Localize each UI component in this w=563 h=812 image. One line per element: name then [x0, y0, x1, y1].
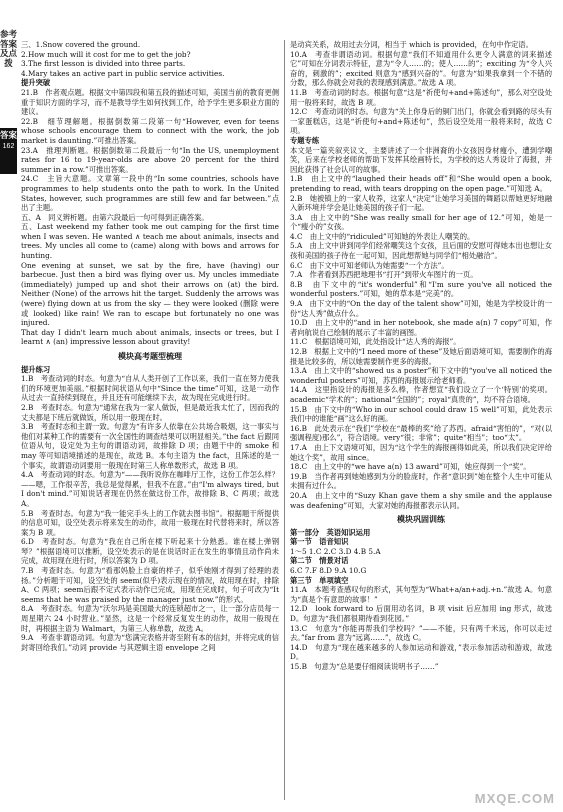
answer-item: 22.B 细节理解题。根据倒数第二段第一句“However, even for teens whose schools encourage them to connect with the work, the job market is daunting.”可推出答案。 [21, 116, 279, 145]
answer-item: 11.B 考查动词的时态。根据句意“这是“祈使句+and+陈述句”，那么对空设处用一般将来时，故选 B 项。 [290, 87, 552, 107]
answer-item: 14.D 句意为“现在越来越多的人参加运动和游戏，”表示参加活动和游戏，故选 D。 [290, 642, 552, 662]
answer-item: 五、A 同义辨析题。由第六段最后一句可得到正确答案。 [21, 212, 209, 222]
answer-item: 2.B 考查时态。句意为“通常在我为一家人做饭，但是最近我太忙了，因而我的丈夫都是下班后就做饭，所以用一般现在时。 [21, 402, 279, 422]
intro-line: 4.Mary takes an active part in public service activities. [21, 68, 225, 78]
answer-item: 16.B 此处表示在“我们”学校在“最棒的奖”给了苏西。afraid“害怕的”，“对(以强调程度)那么”，符合语境。very“很；非常”；quite“相当”；too“太”。 [290, 423, 552, 443]
answer-item: That day I didn't learn much about animals, insects or trees, but I learnt ∧ (an) impressive lesson about gravity! [21, 327, 279, 347]
answer-item: 7.B 考查时态。句意为“看那妈脸上自豪的样子，似乎她刚才得到了经理的表扬。”分析题干可知，设空处的 seem(似乎)表示现在的情况，故用现在时，排除 A、C 两项；seem后跟不定式表示动作已完成，用现在完成时，句子可改为“It seems that he was praised by the manager just now.”的形式。 [21, 566, 279, 604]
watermark: MXQE.COM [474, 791, 555, 806]
answer-item: 8.A 考查时态。句意为“沃尔玛是美国最大的连锁超市之一，让一部分店员每一周星期六 24 小时营业。”显然，这是一个经常反复发生的动作，故用一般现在时，再根据主语为 Walmart，为第三人称单数，故选 A。 [21, 604, 279, 633]
answer-item: 17.A 由上下文语境可知，因为“这个学生的海报画得如此美，所以我们决定评给她这个奖”，故用 since。 [290, 442, 552, 462]
answer-item: 14.A 这里指设计的海报是多么棒，作者想宣“我们设立了一个‘特别’的奖项。academic“学术的”；national“全国的”；royal“真贵的”，均不符合语境。 [290, 385, 552, 404]
section-title: 模块巩固训练 [397, 515, 445, 525]
page-number: 162 [2, 142, 15, 150]
subsection-heading: 第二节 情景对话 [290, 556, 349, 566]
answer-item: 12.C 考查动词的时态。句意为“关上你身后的铜门出门，你就会看到路的尽头有一家蛋糕店，这是“祈使句+and+陈述句”，然后设空处用一般将来时，故选 C 项。 [290, 107, 552, 136]
answer-item: 15.B 由下文中的“Who in our school could draw 15 well”可知，此处表示我们中的谁能“画”这么好的画。 [290, 404, 552, 424]
answer-item: One evening at sunset, we sat by the fire, have (having) our barbecue. Just then a bird was flying over us. My uncles immediate (immediately) jumped up and shot their arrows on (at) the bird. Neither (None) of the arrows hit the target. Suddenly the arrows was (were) flying down at us from the sky — they were looked (删除 were 或 looked) like rain! We ran to escape but fortunately no one was injured. [21, 260, 279, 328]
answer-line: 6.C 7.F 8.D 9.A 10.G [290, 566, 367, 576]
answer-item: 11.A 本题考查感叹句的形式，其句型为“What+a/an+adj.+n.”故选 A。句意为“真是个有意思的故事！” [290, 585, 552, 604]
answer-item: 6.C 由下文中可知老师认为她需要“一个方法”。 [290, 260, 449, 270]
sidebar [0, 0, 17, 812]
intro-line: 三、1.Snow covered the ground. [21, 40, 141, 49]
answer-item: 9.A 考查非谓语动词。句意为“您满完表格并寄至附有本的信封，并将完成的信封寄回给我们。”动词 provide 与其逻辑主语 envelope 之间 [21, 633, 279, 652]
answer-item: 1.B 由上文中的“laughed their heads off”和“She would open a book, pretending to read, with tears dropping on the open page.”可知选 A。 [290, 174, 552, 193]
intro-paragraph: 本文是一篇夹叙夹议文，主要讲述了一个非洲裔的小女孩因身材瘦小，遭到学嘲笑，后来在学校老师的帮助下发挥其绘画特长，为学校的达人秀设计了海报，并因此获得了社会认可的故事。 [290, 145, 552, 174]
answer-item: 7.A 作者看到苏西把地理书“打开”到带火车图片的一页。 [290, 270, 478, 280]
answer-item: 4.C 由上文中的“ridiculed”可知她的外表让人嘲笑的。 [290, 231, 475, 241]
answer-item: 13.C 句意为“你能再帮我们学校吗？”——不能，只有两千米远，你可以走过去。”far from 意为“远离……”，故选 C。 [290, 623, 552, 643]
answer-item: 19.B 当作者再到她她感到为分的脸庞时，作者“意识到”她在整个人生中可能从未拥有过什么。 [290, 471, 552, 491]
answer-item: 10.A 考查非谓语动词。根据句意“我们不知道用什么更令人满意的词来描述它”可知在分词表示特征，意为“令人……的；使人……的”；exciting 为“令人兴奋的，刺激的”；excited 则意为“感到兴奋的”。句意为“如果我拿到一个不错的分数，那么你就会对我的表现感到满意。”故选 A 项。 [290, 49, 552, 88]
answer-item: 5.B 考查时态。句意为“我一能完手头上的工作就去图书馆”。根据题干所提供的信息可知，设空处表示将来发生的动作，故用一般现在时代替将来时，所以答案为 B 项。 [21, 508, 279, 537]
section-title: 模块高考题型梳理 [118, 352, 182, 361]
answer-item: 21.B 作者观点题。根据文中第四段和第五段的描述可知，美国当前的教育更侧重于知识方面的学习，而不是教导学生如何找到工作，给予学生更多职业方面的建议。 [21, 87, 279, 117]
answer-item: 五、Last weekend my father took me out camping for the first time when I was seven. He wanted ∧ teach me about animals, insects and trees. My uncles all come to (came) along with bows and arrows for hunting. [21, 222, 279, 261]
answer-item: 1.B 考查动词的时态。句意为“自从人类开创了工作以来，我们一直在努力使我们的环境更加美丽。”根据时间状语从句中“Since the time”可知，这是一动作从过去一直持续到现在，并且还有可能继续下去，故为现在完成进行时。 [21, 374, 279, 403]
answer-item: 2.B 她被镇上的一家人收养，这家人“决定”让她学习美国的舞蹈以帮她更好地融入新环境并学会是让她美国的孩子们一起。 [290, 193, 552, 213]
subsection-heading: 第三节 单项填空 [290, 575, 349, 585]
answer-item: 9.A 由下文中的“On the day of the talent show”可知，她是为学校设计的一份“达人秀”做点什么。 [290, 299, 552, 318]
answer-item: 8.B 由下文中的“it's wonderful”和“I'm sure you've all noticed the wonderful posters.”可知，她的草本是“完美”的。 [290, 279, 552, 299]
section-heading: 专题专练 [290, 135, 320, 145]
answer-line: 1～5 1.C 2.C 3.D 4.B 5.A [290, 546, 381, 556]
answer-item: 15.B 句意为“总是要仔细阅读说明书子……” [290, 662, 439, 671]
answer-item: 11.C 根据语境可知，此处指设计“达人秀的海报”。 [290, 337, 461, 347]
section-heading: 提升练习 [21, 364, 51, 374]
answer-item: 18.C 由上文中的“we have a(n) 13 award”可知，她应得到一个“奖”。 [290, 462, 531, 472]
answer-item: 5.A 由上文中讲到同学们经常嘲笑这个女孩，且后面的安慰可得她本出也想让女孩和美国的孩子待在一起可知，因此想帮她与同学们“相处融洽”。 [290, 241, 552, 261]
answer-item: 10.D 由上文中的“and in her notebook, she made a(n) 7 copy”可知，作者向航说自己绘制的展示了丰富的画图。 [290, 318, 552, 337]
answer-item: 4.A 考查动词的时态。句意为“——我听说你在咖啡厅工作，这份工作怎么样？——嗯，工作很辛苦，我总是觉得累，但我不在意。”由“I'm always tired, but I don't mind.”可知说话者现在仍然在做这份工作，故排除 B、C 两项；故选 A。 [21, 470, 279, 508]
part-heading: 第一部分 英语知识运用 [290, 527, 371, 537]
answer-item: 是动宾关系，故用过去分词，相当于 which is provided，在句中作定语。 [290, 40, 533, 49]
answer-item: 20.A 由上文中的“Suzy Khan gave them a shy smile and the applause was deafening”可知，大家对她的海报都表示认同。 [290, 490, 552, 510]
intro-line: 2.How much will it cost for me to get the job? [21, 49, 191, 59]
answer-item: 6.D 考查时态。句意为“我在自己所在楼下听起来十分熟悉。谁在楼上弹钢琴？”根据语境可以推断，设空处表示的是在说话时正在发生的事情且动作尚未完成，故用现在进行时，所以答案为 D 项。 [21, 537, 279, 566]
answer-item: 13.A 由上文中的“showed us a poster”和下文中的“you've all noticed the wonderful posters”可知，苏西的海报展示给老师看。 [290, 366, 552, 385]
right-column [290, 40, 552, 672]
subsection-heading: 第一节 语音知识 [290, 537, 349, 547]
left-column [21, 40, 279, 652]
intro-line: 3.The first lesson is divided into three parts. [21, 59, 186, 69]
answer-item: 12.D look forward to 后面用动名词，B 项 visit 后应加用 ing 形式，故选 D。句意为“我们都很期待看到花园。” [290, 604, 552, 624]
column-divider [284, 40, 285, 800]
answer-item: 3.A 由上文中的“She was really small for her age of 12.”可知，她是一个“瘦小的”女孩。 [290, 212, 552, 232]
answer-item: 23.A 推理判断题。根据倒数第二段最后一句“In the US, unemployment rates for 16 to 19-year-olds are above 20 percent for the third summer in a row.”可推出答案。 [21, 145, 279, 174]
section-heading: 提升突破 [21, 78, 51, 88]
sidebar-label: 参考答案及点拨 [0, 29, 18, 68]
answer-tab-text: 答案 [0, 130, 18, 140]
answer-item: 12.B 根据上文中的“I need more of these”及她后面语境可知，需要制作的海报是比较多的，所以她需要制作更多的海报。 [290, 347, 552, 366]
answer-item: 3.B 考查时态和主谓一致。句意为“有许多人依靠在公共场合吸烟，这一事实与他们对某种工作的需要有一次全国性的调查结果可以明显相关。”the fact 后跟同位语从句，设定处为主句的谓语动词，故排除 D 项；由题干中的 smoke 和 may 等可知语境描述的是现在，故选 B。本句主语为 the fact，且陈述的是一个事实，故谓语动词要用一般现在时第三人称单数形式，故选 B 项。 [21, 422, 279, 470]
answer-tab [0, 128, 17, 174]
answer-item: 24.C 主旨大意题。文章第一段中的“In some countries, schools have programmes to help students onto the path to work. In the United States, however, such programmes are still few and far between.”点出了主题。 [21, 174, 279, 213]
